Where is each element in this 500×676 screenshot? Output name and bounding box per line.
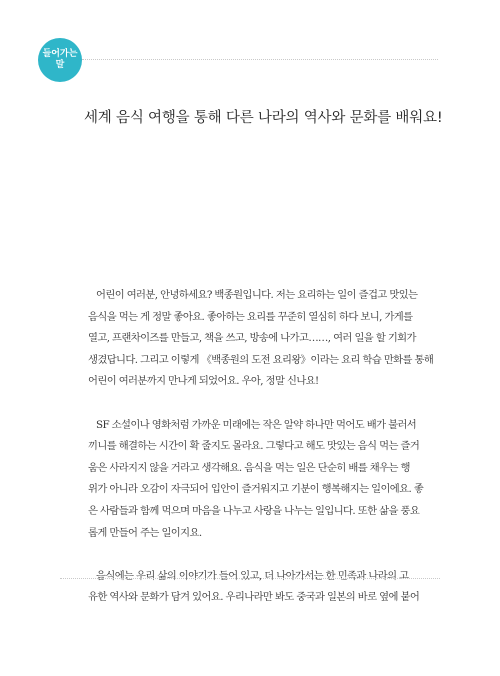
text-line: 열고, 프랜차이즈를 만들고, 책을 쓰고, 방송에 나가고……, 여러 일을 할 기회가	[88, 332, 416, 345]
text-line: 끼니를 해결하는 시간이 확 줄지도 몰라요. 그렇다고 해도 맛있는 음식 먹는 즐거	[88, 440, 420, 453]
text-line: 음식에는 우리 삶의 이야기가 들어 있고, 더 나아가서는 한 민족과 나라의 고	[96, 569, 409, 582]
paragraph-3	[88, 566, 420, 609]
text-line: 생겼답니다. 그리고 이렇게 《백종원의 도전 요리왕》이라는 요리 학습 만화를 통해	[88, 353, 434, 366]
badge-line-1: 들어가는	[42, 49, 78, 59]
text-line: 유한 역사와 문화가 담겨 있어요. 우리나라만 봐도 중국과 일본의 바로 옆에 붙어	[88, 591, 420, 604]
bottom-dotted-divider	[60, 578, 440, 579]
top-dotted-divider	[82, 59, 438, 60]
paragraph-2	[88, 415, 424, 545]
text-line: SF 소설이나 영화처럼 가까운 미래에는 작은 알약 하나만 먹어도 배가 불러서	[96, 418, 417, 431]
text-line: 위가 아니라 오감이 자극되어 입안이 즐거워지고 기분이 행복해지는 일이에요. 좋	[88, 483, 424, 496]
paragraph-1	[88, 285, 434, 393]
page-title: 세계 음식 여행을 통해 다른 나라의 역사와 문화를 배워요!	[84, 110, 443, 126]
text-line: 움은 사라지지 않을 거라고 생각해요. 음식을 먹는 일은 단순히 배를 채우는 행	[88, 461, 410, 474]
text-line: 롭게 만들어 주는 일이지요.	[88, 526, 202, 539]
text-line: 은 사람들과 함께 먹으며 마음을 나누고 사랑을 나누는 일입니다. 또한 삶을 풍요	[88, 504, 420, 517]
text-line: 어린이 여러분, 안녕하세요? 백종원입니다. 저는 요리하는 일이 즐겁고 맛있는	[96, 289, 418, 301]
section-badge	[38, 38, 82, 82]
text-line: 음식을 먹는 게 정말 좋아요. 좋아하는 요리를 꾸준히 열심히 하다 보니, 가게를	[88, 310, 413, 323]
badge-line-2: 말	[55, 60, 65, 70]
text-line: 어린이 여러분까지 만나게 되었어요. 우아, 정말 신나요!	[88, 375, 319, 388]
